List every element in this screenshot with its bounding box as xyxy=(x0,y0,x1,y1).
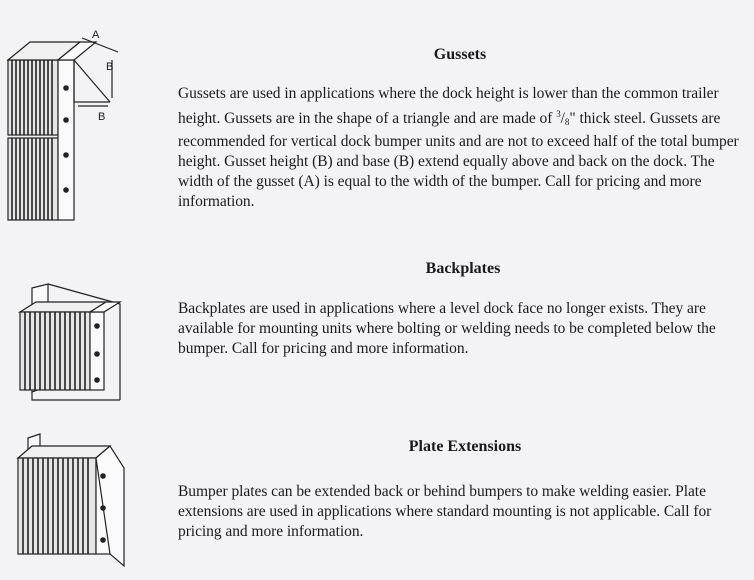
plate-extensions-heading: Plate Extensions xyxy=(408,438,522,455)
dimension-label-b-height: B xyxy=(106,61,114,73)
plate-extensions-description: Bumper plates can be extended back or behind bumpers to make welding easier. Plate extensions are used in applications where standard mounting is not applicable. Call for pricing and more information. xyxy=(178,483,712,540)
gussets-description xyxy=(178,84,743,212)
backplate-bumper-illustration xyxy=(10,282,130,407)
dimension-label-a: A xyxy=(92,29,100,41)
fraction-slash: / xyxy=(560,110,565,127)
backplates-heading: Backplates xyxy=(425,260,501,277)
fraction-denominator: 8 xyxy=(564,117,570,127)
fraction-numerator: 3 xyxy=(556,109,561,119)
gussets-text-part2: " thick steel. Gussets are recommended for vertical dock bumper units and are not to exceed half of the total bumper height. Gusset height (B) and base (B) extend equally above and back on the dock. The width of the gusset (A) is equal to the width of the bumper. Call for pricing and more information. xyxy=(178,110,739,210)
gussets-heading: Gussets xyxy=(433,46,487,63)
gusset-bumper-illustration xyxy=(0,20,130,245)
dimension-label-b-base: B xyxy=(98,111,106,123)
backplates-description: Backplates are used in applications where a level dock face no longer exists. They are available for mounting units where bolting or welding needs to be completed below the bumper. Call for pricing and more information. xyxy=(178,300,716,357)
gussets-text-part1: Gussets are used in applications where the dock height is lower than the common trailer height. Gussets are in the shape of a triangle and are made of xyxy=(178,85,719,127)
plate-extension-bumper-illustration xyxy=(10,432,135,570)
